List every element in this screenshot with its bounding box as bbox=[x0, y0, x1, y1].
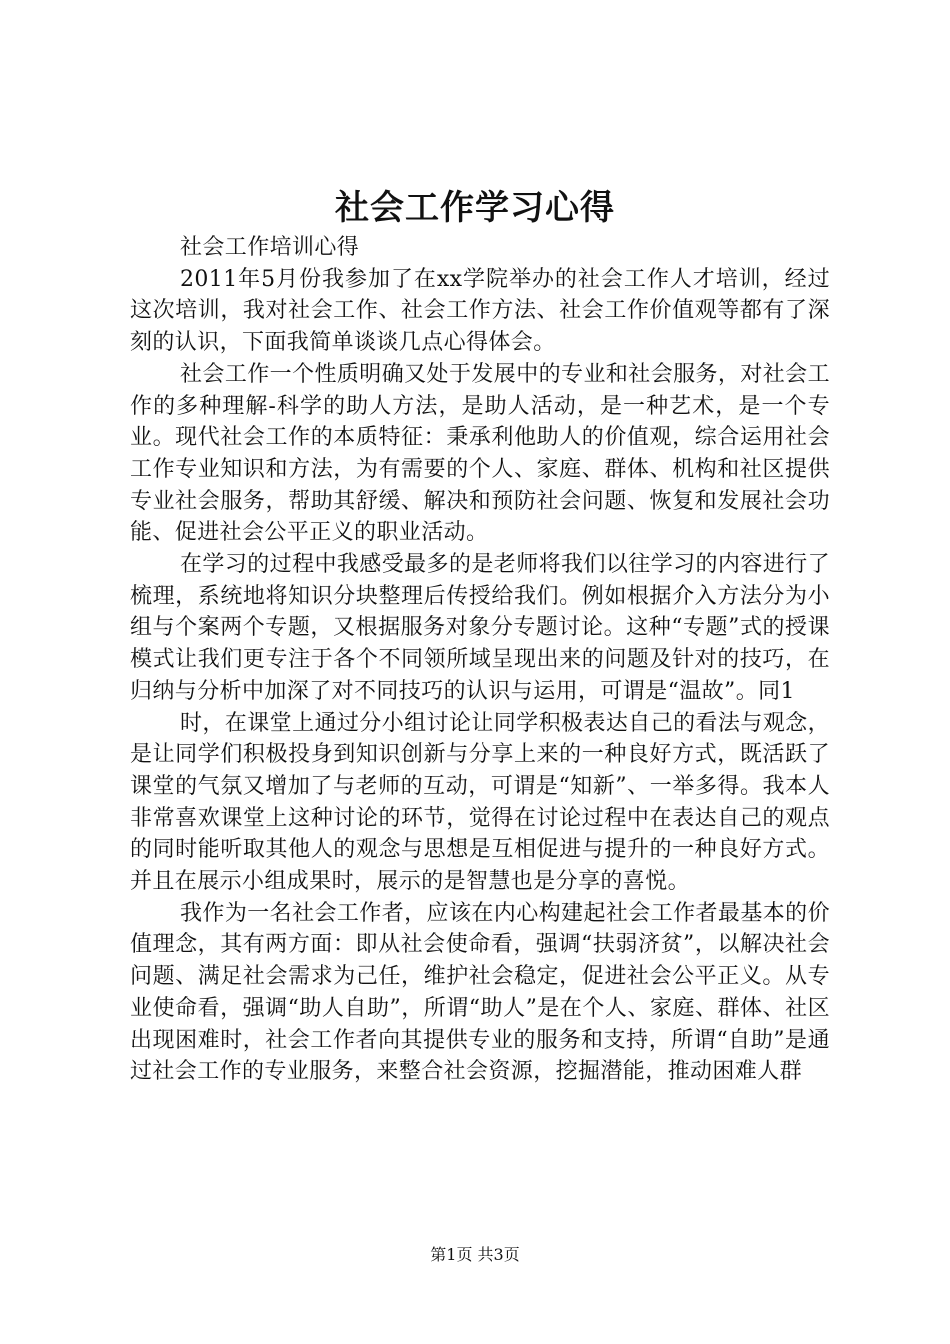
paragraph-5: 我作为一名社会工作者，应该在内心构建起社会工作者最基本的价值理念，其有两方面：即从社会使命看，强调“扶弱济贫”，以解决社会问题、满足社会需求为己任，维护社会稳定，促进社会公平正义。从专业使命看，强调“助人自助”，所谓“助人”是在个人、家庭、群体、社区出现困难时，社会工作者向其提供专业的服务和支持，所谓“自助”是通过社会工作的专业服务，来整合社会资源，挖掘潜能，推动困难人群 bbox=[130, 900, 830, 1085]
document-body bbox=[130, 232, 830, 1088]
paragraph-2: 社会工作一个性质明确又处于发展中的专业和社会服务，对社会工作的多种理解-科学的助人方法，是助人活动，是一种艺术，是一个专业。现代社会工作的本质特征：秉承利他助人的价值观，综合运用社会工作专业知识和方法，为有需要的个人、家庭、群体、机构和社区提供专业社会服务，帮助其舒缓、解决和预防社会问题、恢复和发展社会功能、促进社会公平正义的职业活动。 bbox=[130, 361, 830, 546]
document-title: 社会工作学习心得 bbox=[335, 188, 615, 228]
paragraph-1: 2011年5月份我参加了在xx学院举办的社会工作人才培训，经过这次培训，我对社会工作、社会工作方法、社会工作价值观等都有了深刻的认识，下面我简单谈谈几点心得体会。 bbox=[130, 266, 830, 356]
page-footer: 第1页 共3页 bbox=[430, 1245, 520, 1264]
paragraph-3: 在学习的过程中我感受最多的是老师将我们以往学习的内容进行了梳理，系统地将知识分块整理后传授给我们。例如根据介入方法分为小组与个案两个专题，又根据服务对象分专题讨论。这种“专题”式的授课模式让我们更专注于各个不同领所域呈现出来的问题及针对的技巧，在归纳与分析中加深了对不同技巧的认识与运用，可谓是“温故”。同1 bbox=[130, 552, 830, 704]
paragraph-4: 时，在课堂上通过分小组讨论让同学积极表达自己的看法与观念，是让同学们积极投身到知识创新与分享上来的一种良好方式，既活跃了课堂的气氛又增加了与老师的互动，可谓是“知新”、一举多得。我本人非常喜欢课堂上这种讨论的环节，觉得在讨论过程中在表达自己的观点的同时能听取其他人的观念与思想是互相促进与提升的一种良好方式。并且在展示小组成果时，展示的是智慧也是分享的喜悦。 bbox=[130, 710, 830, 895]
document-subtitle: 社会工作培训心得 bbox=[180, 235, 360, 260]
